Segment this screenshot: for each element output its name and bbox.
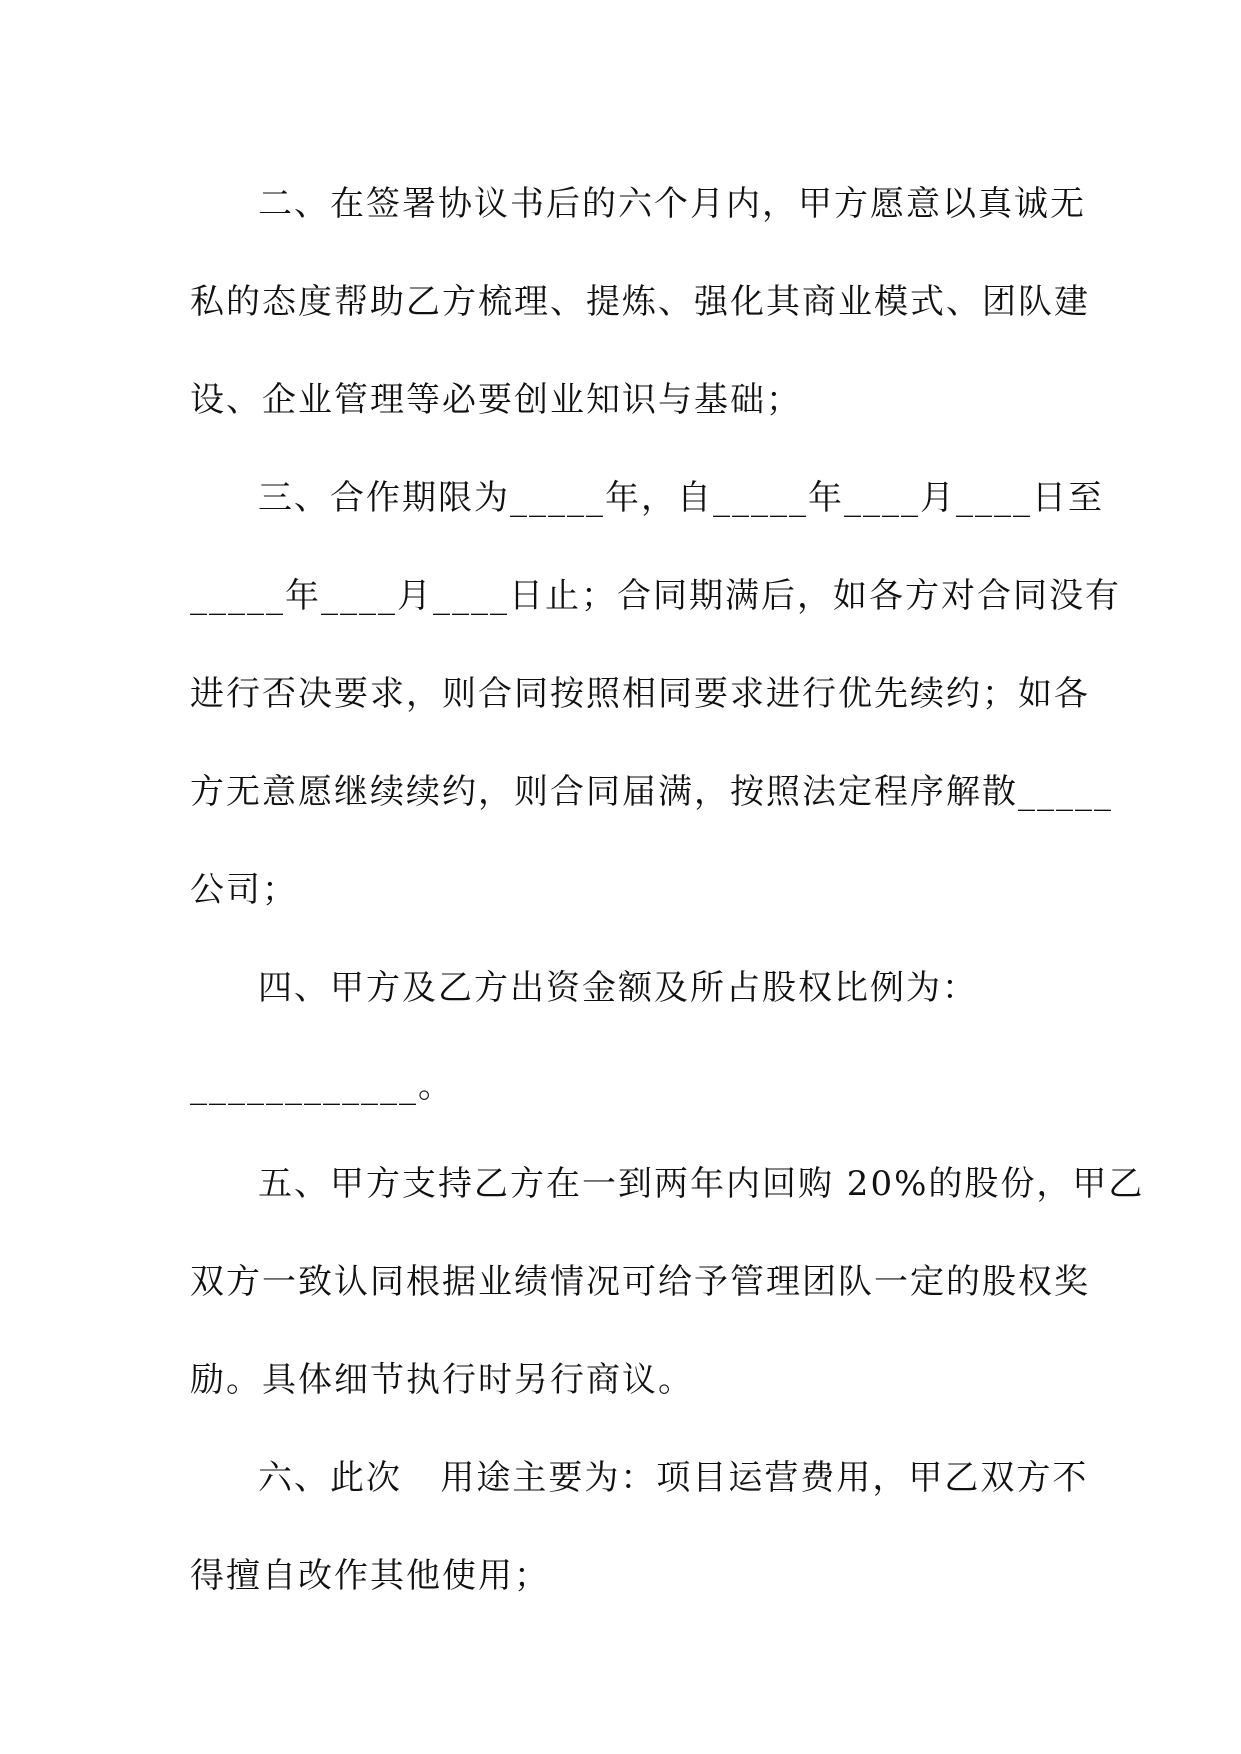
- text-line: 三、合作期限为_____年，自_____年____月____日至: [258, 478, 1104, 518]
- clause-four: [190, 962, 1070, 1158]
- clause-six: [190, 1452, 1089, 1648]
- text-line: 四、甲方及乙方出资金额及所占股权比例为：: [258, 968, 978, 1008]
- text-line: 五、甲方支持乙方在一到两年内回购 20%的股份，甲乙: [258, 1164, 1145, 1204]
- text-line: 得擅自改作其他使用；: [190, 1556, 550, 1596]
- clause-three: [190, 472, 1121, 962]
- text-line: 励。具体细节执行时另行商议。: [190, 1360, 694, 1400]
- text-line: 公司；: [190, 870, 298, 910]
- document-body: [190, 178, 1145, 1648]
- text-line: 双方一致认同根据业绩情况可给予管理团队一定的股权奖: [190, 1262, 1090, 1302]
- clause-five: [190, 1158, 1145, 1452]
- text-line: 私的态度帮助乙方梳理、提炼、强化其商业模式、团队建: [190, 282, 1090, 322]
- text-line: 设、企业管理等必要创业知识与基础；: [190, 380, 802, 420]
- text-line: 六、此次 用途主要为：项目运营费用，甲乙双方不: [258, 1458, 1089, 1498]
- text-line: ____________。: [190, 1066, 454, 1106]
- text-line: 方无意愿继续续约，则合同届满，按照法定程序解散_____: [190, 772, 1113, 812]
- text-line: 进行否决要求，则合同按照相同要求进行优先续约；如各: [190, 674, 1090, 714]
- text-line: _____年____月____日止；合同期满后，如各方对合同没有: [190, 576, 1121, 616]
- text-line: 二、在签署协议书后的六个月内，甲方愿意以真诚无: [258, 184, 1086, 224]
- clause-two: [190, 178, 1090, 472]
